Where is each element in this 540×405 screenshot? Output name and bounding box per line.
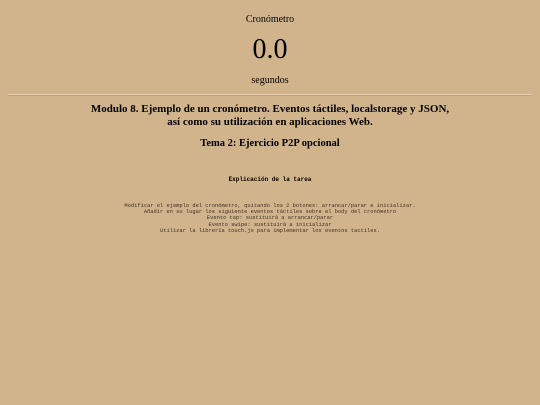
- explanation-body: [0, 203, 540, 234]
- exercise-subheading: Tema 2: Ejercicio P2P opcional: [200, 138, 340, 149]
- stopwatch-title: Cronómetro: [245, 14, 295, 25]
- explanation-line: Utilizar la librería touch.js para implementar los eventos tactiles.: [160, 227, 380, 234]
- stopwatch-value: 0.0: [252, 34, 288, 65]
- module-heading-line-2: así como su utilización en aplicaciones Web.: [167, 116, 373, 128]
- module-heading: [0, 103, 540, 129]
- horizontal-divider: [8, 94, 532, 96]
- explanation-title: Explicación de la tarea: [228, 176, 312, 183]
- explanation-line: Añadir en su lugar los siguiente eventos táctiles sobre el body del cronómetro: [143, 209, 397, 216]
- explanation-line: Evento swipe: sustituirá a inicializar: [208, 221, 332, 228]
- stopwatch-unit: segundos: [251, 75, 289, 86]
- explanation-line: Modificar el ejemplo del cronómetro, quitando los 2 botones: arrancar/parar e inicializar.: [124, 203, 416, 209]
- module-heading-line-1: Modulo 8. Ejemplo de un cronómetro. Eventos táctiles, localstorage y JSON,: [90, 103, 450, 115]
- explanation-line: Evento tap: sustituirá a arrancar/parar: [206, 215, 334, 222]
